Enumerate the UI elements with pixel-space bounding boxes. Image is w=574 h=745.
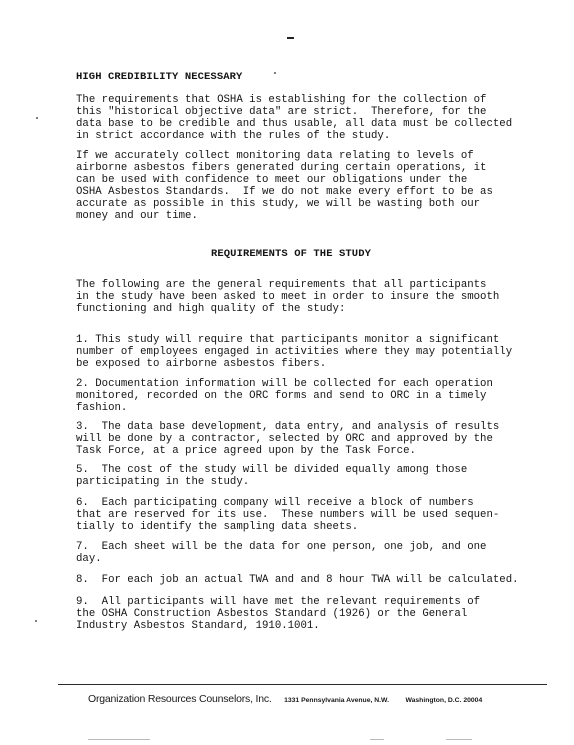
page-mark [287,37,294,39]
scan-smudge [88,739,150,740]
list-item-3: 3. The data base development, data entry, and analysis of results will be done by a contractor, selected by ORC and approved by the Task Force, at a price agreed upon by the Task Force. [76,421,500,457]
list-item-5: 5. The cost of the study will be divided equally among those participating in the study. [76,464,468,488]
paragraph-requirements-strict: The requirements that OSHA is establishing for the collection of this "historical objective data" are strict. Therefore, for the data base to be credible and thus usable, all data must be collected in strict accordance with the rules of the study. [76,94,513,142]
scan-smudge [370,739,384,740]
footer-rule [58,684,547,685]
footer-letterhead [88,689,482,707]
scan-smudge [446,739,472,740]
list-item-6: 6. Each participating company will receive a block of numbers that are reserved for its use. These numbers will be used sequen- tially to identify the sampling data sheets. [76,497,500,533]
scan-speck [35,620,37,622]
heading-high-credibility: HIGH CREDIBILITY NECESSARY [76,71,243,83]
footer-city: Washington, D.C. 20004 [405,697,483,704]
list-item-9: 9. All participants will have met the relevant requirements of the OSHA Construction Asbestos Standard (1926) or the General Industry Asbestos Standard, 1910.1001. [76,596,481,632]
heading-requirements-of-study: REQUIREMENTS OF THE STUDY [210,248,372,260]
footer-organization: Organization Resources Counselors, Inc. [88,693,272,705]
scan-speck [36,117,38,119]
list-item-8: 8. For each job an actual TWA and and 8 hour TWA will be calculated. [76,574,519,586]
list-item-2: 2. Documentation information will be collected for each operation monitored, recorded on the ORC forms and send to ORC in a timely fashion. [76,378,493,414]
scan-speck [274,72,276,74]
paragraph-accurate-collection: If we accurately collect monitoring data relating to levels of airborne asbestos fibers generated during certain operations, it can be used with confidence to meet our obligations under the OSHA Asbestos Standards. If we do not make every effort to be as accurate as possible in this study, we will be wasting both our money and our time. [76,150,493,222]
list-item-1: 1. This study will require that participants monitor a significant number of employees engaged in activities where they may potentially be exposed to airborne asbestos fibers. [76,334,513,370]
paragraph-intro: The following are the general requirements that all participants in the study have been asked to meet in order to insure the smooth functioning and high quality of the study: [76,279,500,315]
footer-address: 1331 Pennsylvania Avenue, N.W. [284,697,389,704]
list-item-7: 7. Each sheet will be the data for one person, one job, and one day. [76,541,487,565]
